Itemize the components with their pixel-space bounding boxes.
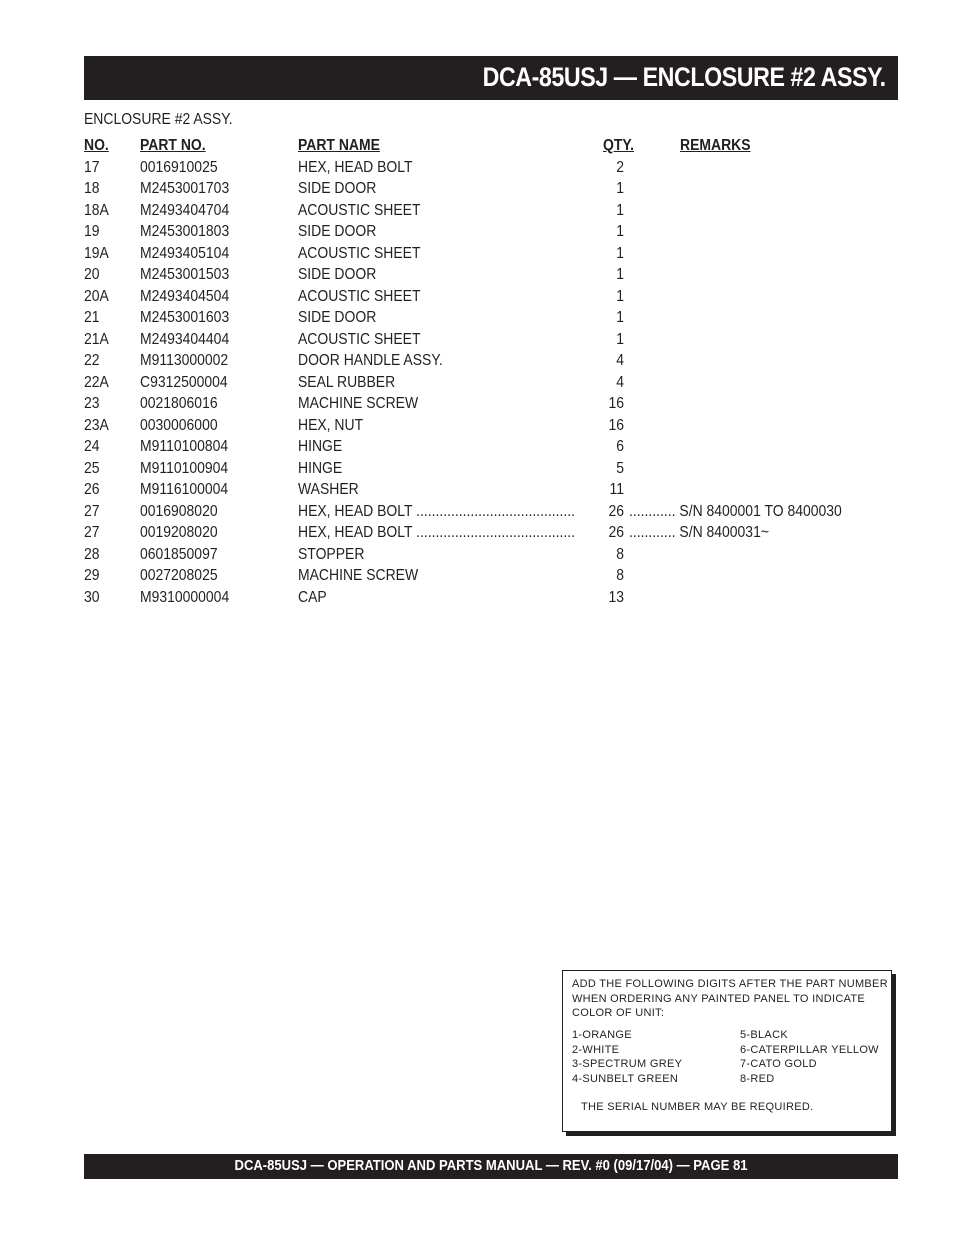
color-code-item: 1-ORANGE: [572, 1029, 632, 1041]
cell-part-name: CAP: [298, 588, 327, 606]
table-row: [84, 503, 884, 525]
cell-part-no: M9110100804: [140, 438, 229, 455]
cell-qty: 1: [616, 330, 624, 348]
table-row: [84, 180, 884, 202]
table-row: [84, 481, 884, 503]
cell-part-no: M2493405104: [140, 244, 230, 262]
cell-no: 17: [84, 158, 100, 176]
cell-qty: 1: [616, 244, 624, 262]
table-header-row: [84, 137, 884, 159]
cell-part-name: SIDE DOOR: [298, 180, 377, 197]
color-code-item: 8-RED: [740, 1072, 775, 1085]
cell-part-name: STOPPER: [298, 545, 365, 563]
header-part-no: PART NO.: [140, 137, 206, 154]
table-row: [84, 202, 884, 224]
cell-no: 29: [84, 567, 100, 584]
cell-part-name: HEX, HEAD BOLT: [298, 158, 413, 176]
cell-qty: 2: [616, 158, 624, 176]
cell-part-no: M9310000004: [140, 588, 230, 606]
cell-no: 27: [84, 502, 100, 520]
cell-part-no: M2453001803: [140, 223, 230, 240]
cell-qty: 16: [608, 395, 624, 412]
color-code-item: 5-BLACK: [740, 1029, 788, 1041]
table-row: [84, 438, 884, 460]
table-row: [84, 223, 884, 245]
cell-no: 19: [84, 223, 100, 240]
cell-qty: 8: [616, 567, 624, 584]
header-no: NO.: [84, 137, 109, 154]
cell-part-name: ACOUSTIC SHEET: [298, 201, 421, 219]
cell-part-name: SIDE DOOR: [298, 309, 377, 326]
cell-part-name: SEAL RUBBER: [298, 373, 396, 391]
cell-no: 23: [84, 395, 100, 412]
cell-part-name: DOOR HANDLE ASSY.: [298, 352, 443, 369]
cell-part-name: HEX, HEAD BOLT .........................................: [298, 524, 576, 541]
page-title: DCA-85USJ — ENCLOSURE #2 ASSY.: [482, 62, 886, 92]
cell-no: 25: [84, 459, 100, 477]
color-code-item: 3-SPECTRUM GREY: [572, 1058, 683, 1070]
cell-part-no: M9116100004: [140, 481, 229, 498]
cell-no: 22A: [84, 373, 109, 391]
cell-remarks: ............ S/N 8400001 TO 8400030: [629, 502, 842, 520]
cell-part-no: 0021806016: [140, 395, 218, 412]
page-footer-bar: [84, 1154, 898, 1179]
table-row: [84, 395, 884, 417]
cell-part-no: 0601850097: [140, 545, 218, 563]
header-qty: QTY.: [603, 137, 635, 154]
cell-part-no: M9110100904: [140, 459, 229, 477]
color-code-item: 7-CATO GOLD: [740, 1058, 817, 1070]
cell-no: 22: [84, 352, 100, 369]
table-row: [84, 567, 884, 589]
cell-no: 24: [84, 438, 100, 455]
cell-part-no: 0030006000: [140, 416, 218, 434]
cell-qty: 26: [608, 502, 624, 520]
cell-part-no: 0027208025: [140, 567, 218, 584]
cell-no: 19A: [84, 244, 109, 262]
table-row: [84, 546, 884, 568]
table-row: [84, 288, 884, 310]
header-part-name: PART NAME: [298, 137, 380, 154]
table-row: [84, 245, 884, 267]
cell-part-name: HINGE: [298, 459, 343, 477]
table-body: [84, 159, 884, 611]
cell-qty: 26: [608, 524, 624, 541]
cell-no: 18A: [84, 201, 109, 219]
cell-qty: 13: [608, 588, 624, 606]
cell-remarks: ............ S/N 8400031~: [629, 524, 769, 541]
cell-part-name: MACHINE SCREW: [298, 567, 419, 584]
cell-qty: 4: [616, 352, 624, 369]
cell-qty: 1: [616, 309, 624, 326]
page-footer: DCA-85USJ — OPERATION AND PARTS MANUAL — REV. #0 (09/17/04) — PAGE 81: [234, 1158, 748, 1174]
cell-qty: 16: [608, 416, 624, 434]
cell-no: 30: [84, 588, 100, 606]
cell-no: 27: [84, 524, 100, 541]
cell-part-no: M9113000002: [140, 352, 229, 369]
cell-no: 18: [84, 180, 100, 197]
section-label: ENCLOSURE #2 ASSY.: [84, 111, 233, 128]
cell-part-name: HEX, NUT: [298, 416, 364, 434]
cell-qty: 1: [616, 180, 624, 197]
cell-part-name: SIDE DOOR: [298, 266, 377, 283]
cell-qty: 1: [616, 201, 624, 219]
table-row: [84, 309, 884, 331]
cell-no: 28: [84, 545, 100, 563]
color-code-item: 4-SUNBELT GREEN: [572, 1072, 679, 1085]
cell-part-no: M2453001703: [140, 180, 230, 197]
cell-part-no: 0016910025: [140, 158, 218, 176]
cell-part-no: M2453001603: [140, 309, 230, 326]
cell-part-no: 0016908020: [140, 502, 218, 520]
header-remarks: REMARKS: [680, 137, 751, 154]
cell-no: 21A: [84, 330, 109, 348]
table-row: [84, 331, 884, 353]
table-row: [84, 460, 884, 482]
cell-qty: 4: [616, 373, 624, 391]
cell-part-name: ACOUSTIC SHEET: [298, 287, 421, 305]
cell-qty: 6: [616, 438, 624, 455]
cell-no: 21: [84, 309, 100, 326]
note-intro-line: COLOR OF UNIT:: [572, 1007, 665, 1019]
cell-part-name: SIDE DOOR: [298, 223, 377, 240]
note-intro: [572, 977, 888, 1021]
cell-no: 20A: [84, 287, 109, 305]
color-code-item: 6-CATERPILLAR YELLOW: [740, 1043, 879, 1056]
cell-part-no: 0019208020: [140, 524, 218, 541]
cell-part-name: HINGE: [298, 438, 343, 455]
color-codes-left: [572, 1028, 682, 1086]
table-row: [84, 374, 884, 396]
cell-part-name: MACHINE SCREW: [298, 395, 419, 412]
cell-part-name: HEX, HEAD BOLT .........................................: [298, 502, 576, 520]
cell-part-no: C9312500004: [140, 373, 228, 391]
cell-part-no: M2493404404: [140, 330, 230, 348]
parts-table: [84, 137, 884, 610]
table-row: [84, 417, 884, 439]
cell-part-no: M2493404504: [140, 287, 230, 305]
cell-part-no: M2453001503: [140, 266, 230, 283]
cell-part-name: ACOUSTIC SHEET: [298, 244, 421, 262]
table-row: [84, 159, 884, 181]
page-title-bar: [84, 56, 898, 100]
serial-number-note: THE SERIAL NUMBER MAY BE REQUIRED.: [581, 1101, 814, 1113]
note-intro-line: WHEN ORDERING ANY PAINTED PANEL TO INDICATE: [572, 992, 866, 1005]
table-row: [84, 589, 884, 611]
cell-qty: 1: [616, 223, 624, 240]
cell-qty: 5: [616, 459, 624, 477]
cell-qty: 11: [609, 481, 624, 498]
cell-qty: 1: [616, 266, 624, 283]
table-row: [84, 352, 884, 374]
cell-part-name: WASHER: [298, 481, 359, 498]
cell-no: 26: [84, 481, 100, 498]
table-row: [84, 524, 884, 546]
cell-part-no: M2493404704: [140, 201, 230, 219]
color-codes-right: [740, 1028, 879, 1086]
cell-qty: 1: [616, 287, 624, 305]
cell-no: 23A: [84, 416, 109, 434]
cell-qty: 8: [616, 545, 624, 563]
table-row: [84, 266, 884, 288]
color-code-item: 2-WHITE: [572, 1043, 620, 1056]
paint-color-note-box: [562, 970, 892, 1132]
cell-no: 20: [84, 266, 100, 283]
note-intro-line: ADD THE FOLLOWING DIGITS AFTER THE PART NUMBER: [572, 978, 888, 990]
cell-part-name: ACOUSTIC SHEET: [298, 330, 421, 348]
